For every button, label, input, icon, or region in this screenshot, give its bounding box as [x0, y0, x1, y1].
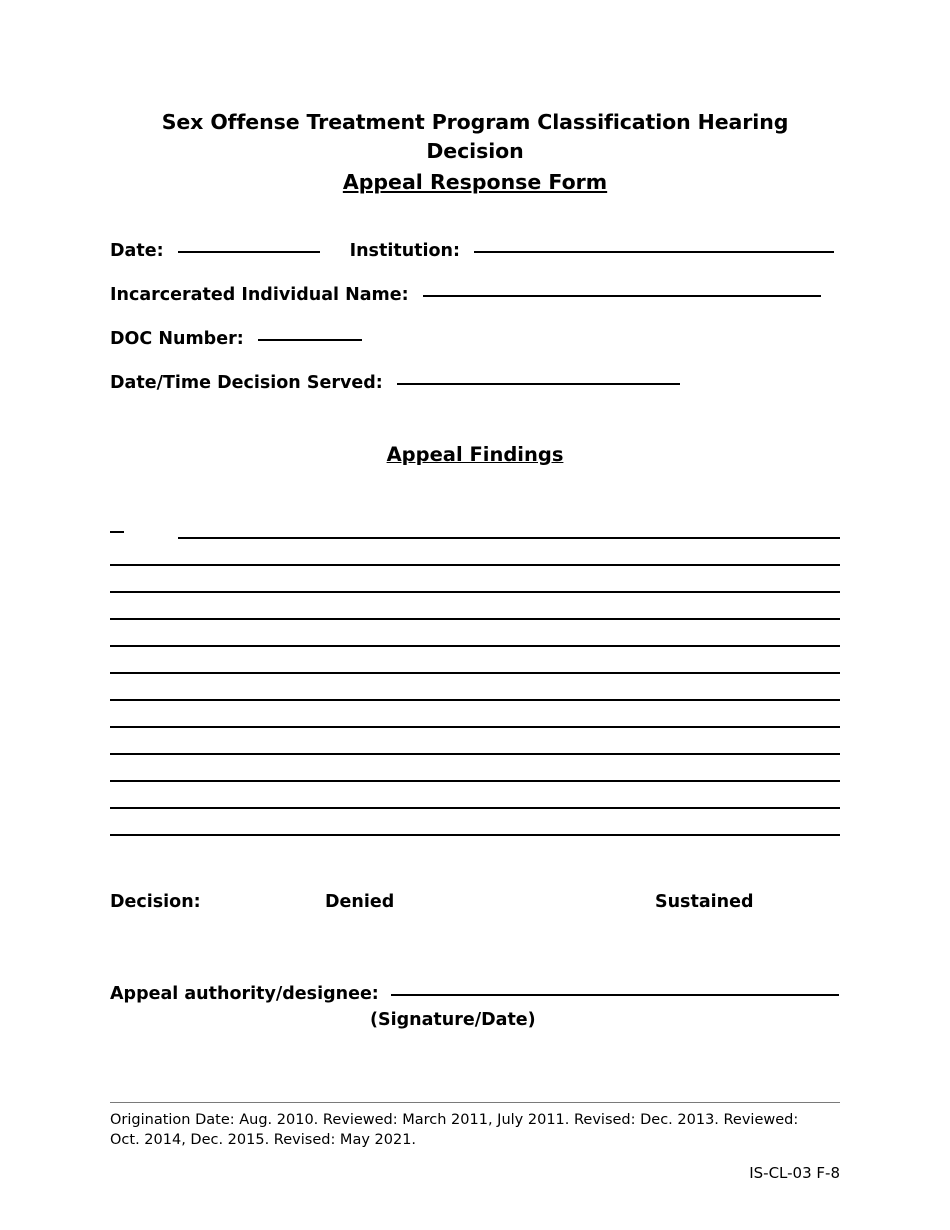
findings-line-dash	[110, 531, 124, 533]
row-incarcerated-name	[110, 285, 840, 305]
decision-label: Decision:	[110, 892, 201, 912]
findings-line-6[interactable]	[110, 647, 840, 674]
decision-option-denied[interactable]: Denied	[325, 892, 395, 912]
incarcerated-name-input[interactable]	[423, 295, 821, 297]
findings-line-8[interactable]	[110, 701, 840, 728]
date-time-served-input[interactable]	[397, 383, 680, 385]
row-date-time-served	[110, 373, 840, 393]
findings-line-9[interactable]	[110, 728, 840, 755]
findings-line-11[interactable]	[110, 782, 840, 809]
findings-line-12[interactable]	[110, 809, 840, 836]
incarcerated-name-label: Incarcerated Individual Name:	[110, 285, 409, 305]
doc-number-input[interactable]	[258, 339, 362, 341]
date-input[interactable]	[178, 251, 320, 253]
findings-line-4[interactable]	[110, 593, 840, 620]
page-title: Appeal Response Form	[342, 170, 608, 194]
title-line-1: Sex Offense Treatment Program Classification Hearing	[161, 110, 789, 134]
signature-row	[110, 984, 840, 1004]
appeal-authority-input[interactable]	[391, 994, 839, 996]
row-doc-number	[110, 329, 840, 349]
document-content	[110, 0, 840, 1030]
decision-row	[110, 892, 840, 912]
document-footer	[110, 1102, 840, 1182]
footer-form-code: IS-CL-03 F-8	[749, 1164, 840, 1182]
findings-line-3[interactable]	[110, 566, 840, 593]
document-title-block	[110, 108, 840, 197]
doc-number-label: DOC Number:	[110, 329, 244, 349]
form-fields	[110, 241, 840, 393]
findings-line-7[interactable]	[110, 674, 840, 701]
findings-line-1[interactable]	[110, 514, 840, 539]
signature-caption: (Signature/Date)	[370, 1010, 536, 1030]
findings-line-2[interactable]	[110, 539, 840, 566]
row-date-institution	[110, 241, 840, 261]
findings-line-5[interactable]	[110, 620, 840, 647]
decision-option-sustained[interactable]: Sustained	[655, 892, 754, 912]
findings-line-10[interactable]	[110, 755, 840, 782]
footer-divider	[110, 1102, 840, 1103]
date-label: Date:	[110, 241, 164, 261]
institution-label: Institution:	[349, 241, 460, 261]
date-time-served-label: Date/Time Decision Served:	[110, 373, 383, 393]
appeal-findings-lines	[110, 514, 840, 836]
findings-line-rule	[178, 537, 840, 539]
footer-revision-text: Origination Date: Aug. 2010. Reviewed: March 2011, July 2011. Revised: Dec. 2013. Reviewed: Oct. 2014, Dec. 2015. Revised: May 2021.	[110, 1112, 799, 1148]
appeal-authority-label: Appeal authority/designee:	[110, 984, 379, 1004]
institution-input[interactable]	[474, 251, 834, 253]
appeal-findings-heading: Appeal Findings	[386, 443, 564, 466]
title-line-2: Decision	[426, 139, 524, 163]
